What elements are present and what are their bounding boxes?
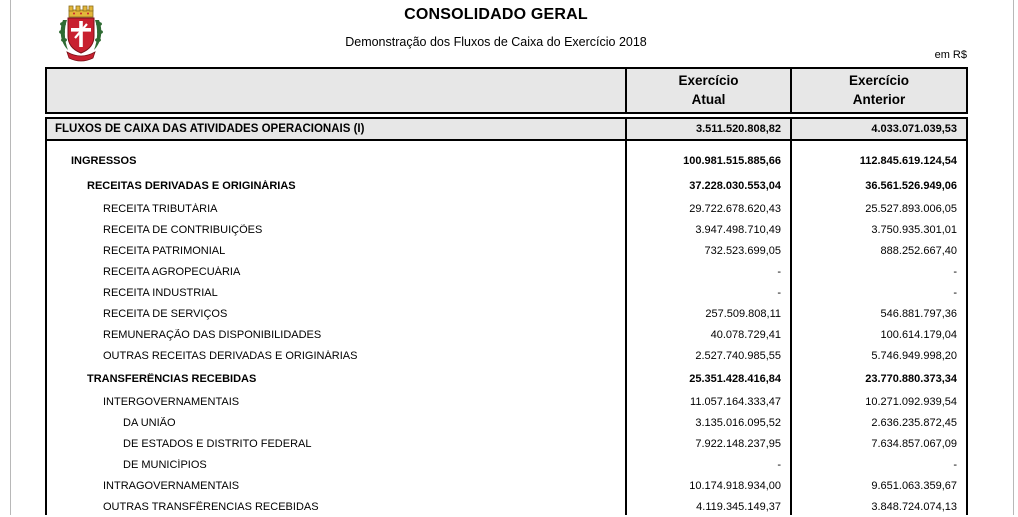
row-label: OUTRAS RECEITAS DERIVADAS E ORIGINÁRIAS <box>103 349 358 362</box>
table-row <box>47 173 966 198</box>
table-row <box>47 261 966 282</box>
value-exercicio-anterior: - <box>953 458 957 471</box>
table-row <box>47 345 966 366</box>
table-row <box>47 219 966 240</box>
value-exercicio-anterior: 546.881.797,36 <box>880 307 957 320</box>
value-exercicio-atual: 100.981.515.885,66 <box>683 154 781 167</box>
row-label: RECEITA INDUSTRIAL <box>103 286 218 299</box>
section-value-anterior: 4.033.071.039,53 <box>871 123 957 135</box>
column-header-exercicio-anterior <box>792 69 966 112</box>
value-exercicio-atual: 11.057.164.333,47 <box>690 395 781 408</box>
value-exercicio-anterior: 9.651.063.359,67 <box>871 479 957 492</box>
report-subtitle: Demonstração dos Fluxos de Caixa do Exercício 2018 <box>345 35 647 49</box>
row-label: RECEITA TRIBUTÁRIA <box>103 202 218 215</box>
value-exercicio-anterior: - <box>953 286 957 299</box>
row-label: TRANSFERÊNCIAS RECEBIDAS <box>87 372 257 385</box>
table-row <box>47 198 966 219</box>
value-exercicio-atual: 3.135.016.095,52 <box>695 416 781 429</box>
row-label: INGRESSOS <box>71 154 137 167</box>
report-title: CONSOLIDADO GERAL <box>404 6 588 23</box>
value-exercicio-anterior: 23.770.880.373,34 <box>865 372 957 385</box>
table-row <box>47 433 966 454</box>
row-label: INTERGOVERNAMENTAIS <box>103 395 240 408</box>
row-label: DA UNIÃO <box>123 416 176 429</box>
row-label: INTRAGOVERNAMENTAIS <box>103 479 240 492</box>
row-label: DE MUNICÍPIOS <box>123 458 207 471</box>
table-row <box>47 412 966 433</box>
value-exercicio-atual: - <box>777 286 781 299</box>
value-exercicio-atual: 2.527.740.985,55 <box>695 349 781 362</box>
table-row <box>47 475 966 496</box>
column-header-line: Anterior <box>852 91 906 107</box>
page-edge-left <box>10 0 11 515</box>
value-exercicio-atual: 3.947.498.710,49 <box>695 223 781 236</box>
value-exercicio-anterior: 112.845.619.124,54 <box>859 154 957 167</box>
row-label: RECEITA DE SERVIÇOS <box>103 307 228 320</box>
value-exercicio-atual: 37.228.030.553,04 <box>689 179 781 192</box>
value-exercicio-atual: - <box>777 265 781 278</box>
value-exercicio-anterior: 100.614.179,04 <box>880 328 957 341</box>
value-exercicio-atual: 257.509.808,11 <box>705 307 781 320</box>
row-label: RECEITA PATRIMONIAL <box>103 244 226 257</box>
table-rows <box>47 148 966 517</box>
table-row <box>47 148 966 173</box>
page-edge-right <box>1013 0 1014 515</box>
value-exercicio-atual: 29.722.678.620,43 <box>689 202 781 215</box>
value-exercicio-anterior: 3.848.724.074,13 <box>871 500 957 513</box>
row-label: OUTRAS TRANSFÊRENCIAS RECEBIDAS <box>103 500 319 513</box>
column-header-exercicio-atual <box>627 69 790 112</box>
row-label: RECEITA DE CONTRIBUIÇÕES <box>103 223 263 236</box>
table-row <box>47 454 966 475</box>
row-label: DE ESTADOS E DISTRITO FEDERAL <box>123 437 312 450</box>
section-row-fluxos-operacionais <box>47 119 966 141</box>
row-label: RECEITAS DERIVADAS E ORIGINÁRIAS <box>87 179 296 192</box>
value-exercicio-anterior: 10.271.092.939,54 <box>865 395 957 408</box>
column-header-line: Atual <box>691 91 726 107</box>
table-row <box>47 303 966 324</box>
table-row <box>47 240 966 261</box>
table-row <box>47 324 966 345</box>
value-exercicio-atual: 10.174.918.934,00 <box>689 479 781 492</box>
row-label: RECEITA AGROPECUÁRIA <box>103 265 241 278</box>
value-exercicio-atual: 7.922.148.237,95 <box>695 437 781 450</box>
body-column-divider-1 <box>625 119 627 515</box>
value-exercicio-anterior: 888.252.667,40 <box>880 244 957 257</box>
cash-flow-table <box>45 117 968 515</box>
value-exercicio-anterior: 2.636.235.872,45 <box>871 416 957 429</box>
table-row <box>47 496 966 517</box>
value-exercicio-atual: - <box>777 458 781 471</box>
column-header-line: Exercício <box>678 73 739 89</box>
value-exercicio-anterior: 5.746.949.998,20 <box>871 349 957 362</box>
value-exercicio-anterior: 7.634.857.067,09 <box>871 437 957 450</box>
value-exercicio-atual: 40.078.729,41 <box>710 328 781 341</box>
value-exercicio-atual: 4.119.345.149,37 <box>696 500 781 513</box>
value-exercicio-anterior: 25.527.893.006,05 <box>865 202 957 215</box>
value-exercicio-anterior: - <box>953 265 957 278</box>
currency-note: em R$ <box>934 49 967 61</box>
value-exercicio-atual: 25.351.428.416,84 <box>689 372 781 385</box>
value-exercicio-atual: 732.523.699,05 <box>704 244 781 257</box>
section-row-label: FLUXOS DE CAIXA DAS ATIVIDADES OPERACIONAIS (I) <box>55 123 365 135</box>
value-exercicio-anterior: 36.561.526.949,06 <box>865 179 957 192</box>
body-column-divider-2 <box>790 119 792 515</box>
value-exercicio-anterior: 3.750.935.301,01 <box>871 223 957 236</box>
column-header-line: Exercício <box>848 73 910 89</box>
table-row <box>47 366 966 391</box>
table-header <box>45 67 968 114</box>
section-value-atual: 3.511.520.808,82 <box>695 123 781 135</box>
table-row <box>47 391 966 412</box>
row-label: REMUNERAÇÃO DAS DISPONIBILIDADES <box>103 328 322 341</box>
table-row <box>47 282 966 303</box>
